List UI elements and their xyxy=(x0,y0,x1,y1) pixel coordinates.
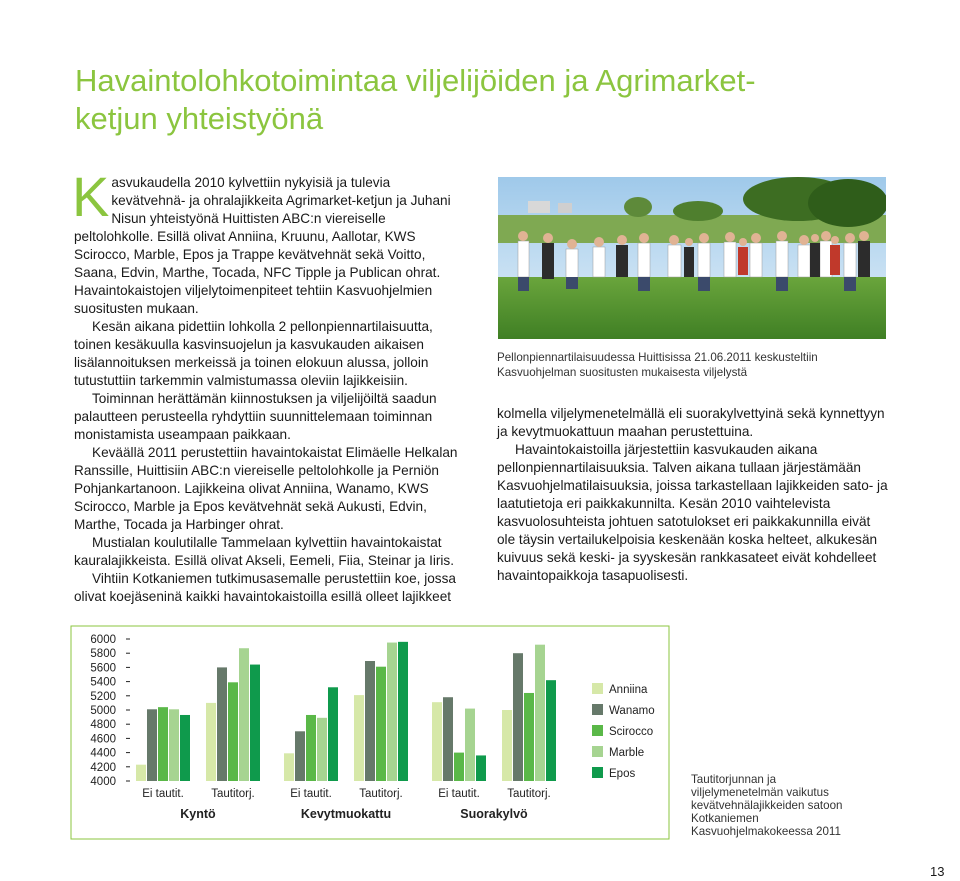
left-column xyxy=(72,165,466,606)
bar-scirocco xyxy=(524,693,534,781)
legend-swatch-anniina xyxy=(592,683,603,694)
y-tick-label: 5600 xyxy=(90,662,116,675)
bar-anniina xyxy=(502,710,512,781)
paragraph-1: Kasvukaudella 2010 kylvettiin nykyisiä ja tulevia kevätvehnä- ja ohralajikkeita Agrimarket-ketjun ja Juhani Nisun yhteistyönä Huittisten ABC:n viereiselle peltolohkolle. Esillä olivat Anniina, Kruunu, Aallotar, KWS Scirocco, Marble, Epos ja Trappe kevätvehnät sekä Voitto, Saana, Edvin, Marthe, Tocada, NFC Tipple ja Publican ohrat. Havaintokaistojen viljelytoimenpiteet tehtiin Kasvuohjelmien suositusten mukaan. xyxy=(72,165,451,316)
bar-wanamo xyxy=(217,667,227,781)
bar-marble xyxy=(239,648,249,781)
bar-wanamo xyxy=(443,697,453,781)
y-tick-label: 4000 xyxy=(90,776,116,788)
bar-epos xyxy=(250,665,260,781)
y-tick-label: 5400 xyxy=(90,676,116,689)
bar-anniina xyxy=(354,695,364,781)
legend-label-epos: Epos xyxy=(609,768,636,780)
bar-scirocco xyxy=(376,667,386,781)
x-subgroup-label: Tautitorj. xyxy=(507,788,551,800)
legend-label-wanamo: Wanamo xyxy=(609,705,655,717)
legend-swatch-scirocco xyxy=(592,725,603,736)
x-subgroup-label: Tautitorj. xyxy=(211,788,255,800)
bar-marble xyxy=(465,709,475,781)
paragraph-8: Havaintokaistoilla järjestettiin kasvukauden aikana pellonpiennartilaisuuksia. Talven aikana tullaan järjestämään Kasvuohjelmatilaisuuksia, joissa tarkastellaan lajikkeiden sato- ja laatutietoja eri paikkakunnilta. Kesän 2010 vaihtelevista kasvuolosuhteista johtuen satotulokset eri paikkakunnilla eivät ole täysin vertailukelpoisia keskenään koska helteet, alkukesän kuivuus sekä keski- ja syyskesän rankkasateet eivät kohdelleet havaintopaikkoja tasapuolisesti. xyxy=(497,442,888,583)
paragraph-2: Kesän aikana pidettiin lohkolla 2 pellonpiennartilaisuutta, toinen kesäkuulla kasvinsuojelun ja kasvukauden aikaisen lisälannoituksen merkeissä ja toinen elokuun alussa, jolloin tutustuttiin tarkemmin valmistumassa oleviin lajikkeisiin. xyxy=(74,319,433,388)
legend-label-anniina: Anniina xyxy=(609,684,648,696)
bar-epos xyxy=(328,687,338,781)
bar-epos xyxy=(180,715,190,781)
bar-anniina xyxy=(284,753,294,781)
yield-chart xyxy=(70,625,670,840)
bar-anniina xyxy=(432,702,442,781)
group-label: Suorakylvö xyxy=(460,807,528,821)
bar-anniina xyxy=(206,703,216,781)
bar-anniina xyxy=(136,765,146,781)
y-tick-label: 4200 xyxy=(90,761,116,774)
bar-marble xyxy=(317,718,327,781)
bar-marble xyxy=(535,645,545,781)
yield-chart-svg xyxy=(70,625,670,840)
y-tick-label: 4600 xyxy=(90,733,116,746)
legend-swatch-wanamo xyxy=(592,704,603,715)
bar-epos xyxy=(476,755,486,781)
y-tick-label: 5800 xyxy=(90,648,116,661)
page-number: 13 xyxy=(930,864,945,879)
y-tick-label: 5000 xyxy=(90,705,116,717)
chart-caption: Tautitorjunnan ja viljelymenetelmän vaikutus kevätvehnälajikkeiden satoon Kotkaniemen Kasvuohjelmakokeessa 2011 xyxy=(691,773,843,838)
bar-scirocco xyxy=(158,707,168,781)
y-tick-label: 5200 xyxy=(90,690,116,703)
bar-scirocco xyxy=(306,715,316,781)
x-subgroup-label: Ei tautit. xyxy=(290,788,332,800)
paragraph-4: Keväällä 2011 perustettiin havaintokaistat Elimäelle Helkalan Ranssille, Huittisiin ABC:n viereiselle peltolohkolle ja Perniön Pohjankartanoon. Lajikkeina olivat Anniina, Wanamo, KWS Scirocco, Marble ja Epos kevätvehnät sekä Aukusti, Edvin, Marthe, Tocada ja Harbinger ohrat. xyxy=(74,445,458,532)
x-subgroup-label: Ei tautit. xyxy=(438,788,480,800)
page-title: Havaintolohkotoimintaa viljelijöiden ja Agrimarket-ketjun yhteistyönä xyxy=(75,63,756,136)
bar-wanamo xyxy=(295,731,305,781)
y-tick-label: 4800 xyxy=(90,719,116,732)
group-label: Kevytmuokattu xyxy=(300,807,392,821)
group-label: Kyntö xyxy=(180,807,216,821)
bar-scirocco xyxy=(228,682,238,781)
right-column xyxy=(497,405,889,585)
bar-scirocco xyxy=(454,753,464,781)
photo-caption: Pellonpiennartilaisuudessa Huittisissa 21.06.2011 keskusteltiin Kasvuohjelman suositusten mukaisesta viljelystä xyxy=(497,351,818,379)
legend-label-marble: Marble xyxy=(609,747,645,759)
bar-epos xyxy=(398,642,408,781)
bar-wanamo xyxy=(147,709,157,781)
legend-swatch-marble xyxy=(592,746,603,757)
dropcap: K xyxy=(72,165,110,228)
photo-illustration xyxy=(498,177,886,339)
x-subgroup-label: Tautitorj. xyxy=(359,788,403,800)
bar-epos xyxy=(546,680,556,781)
paragraph-7: kolmella viljelymenetelmällä eli suorakylvettyinä sekä kynnettyyn ja kevytmuokattuun maahan perustettuina. xyxy=(497,406,885,439)
bar-marble xyxy=(387,643,397,781)
bar-wanamo xyxy=(365,661,375,781)
bar-wanamo xyxy=(513,653,523,781)
paragraph-3: Toiminnan herättämän kiinnostuksen ja viljelijöiltä saadun palautteen perusteella ryhdyttiin suunnittelemaan toiminnan monistamista useampaan paikkaan. xyxy=(74,391,437,442)
y-tick-label: 4400 xyxy=(90,747,116,760)
paragraph-6: Vihtiin Kotkaniemen tutkimusasemalle perustettiin koe, jossa olivat koejäseninä kaikki havaintokaistoilla esillä olleet lajikkeet xyxy=(74,571,456,604)
paragraph-5: Mustialan koulutilalle Tammelaan kylvettiin havaintokaistat kauralajikkeista. Esillä olivat Akseli, Eemeli, Fiia, Steinar ja Iiris. xyxy=(74,535,455,568)
legend-swatch-epos xyxy=(592,767,603,778)
y-tick-label: 6000 xyxy=(90,634,116,646)
bar-marble xyxy=(169,709,179,781)
legend-label-scirocco: Scirocco xyxy=(609,726,654,738)
x-subgroup-label: Ei tautit. xyxy=(142,788,184,800)
field-day-photo xyxy=(498,177,886,339)
